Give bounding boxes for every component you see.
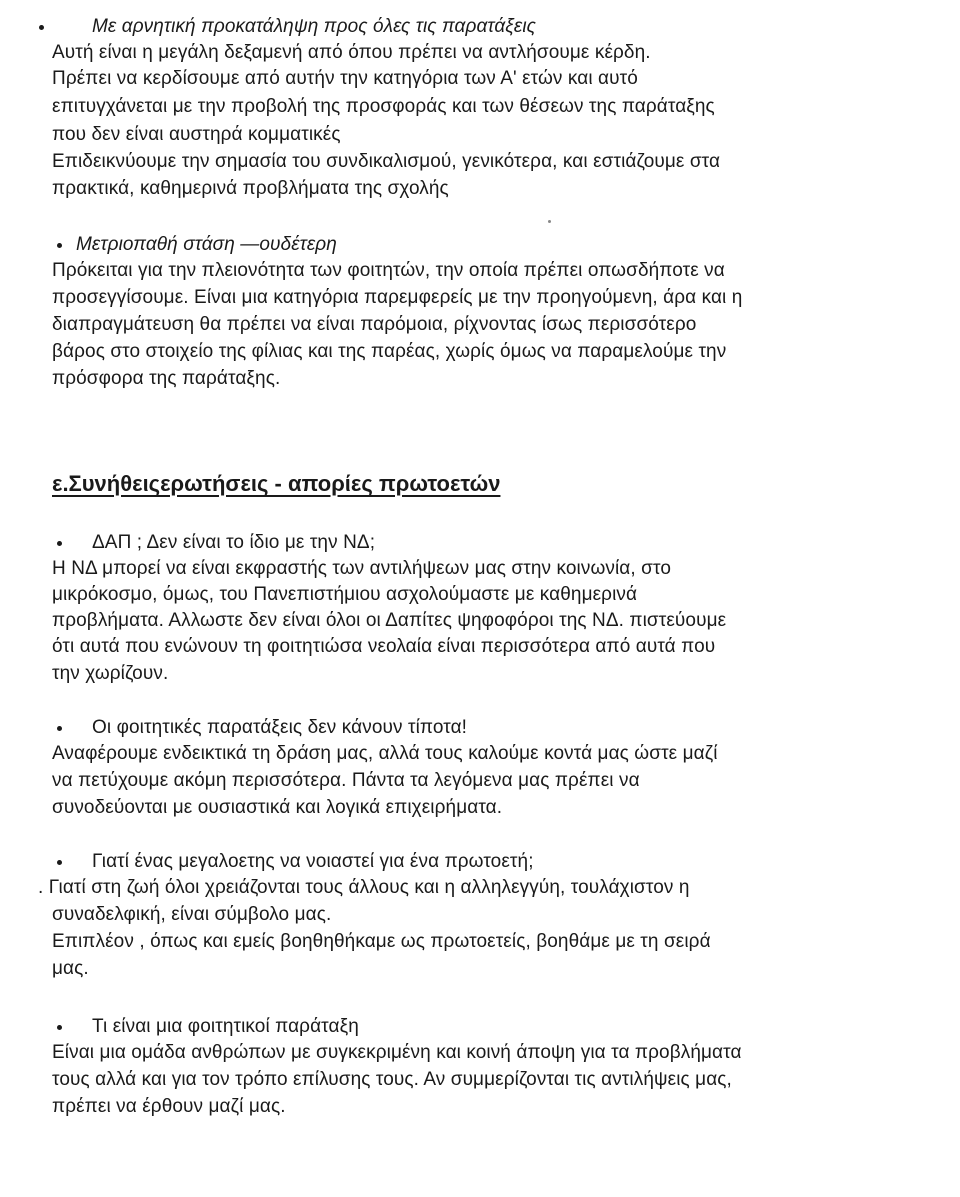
bullet-dot <box>57 726 62 731</box>
scan-speck <box>548 220 551 223</box>
paragraph-line: Αυτή είναι η μεγάλη δεξαμενή από όπου πρέπει να αντλήσουμε κέρδη. <box>52 42 651 63</box>
paragraph-line: να πετύχουμε ακόμη περισσότερα. Πάντα τα λεγόμενα μας πρέπει να <box>52 770 640 791</box>
paragraph-line: . Γιατί στη ζωή όλοι χρειάζονται τους άλλους και η αλληλεγγύη, τουλάχιστον η <box>38 877 690 898</box>
paragraph-line: Είναι μια ομάδα ανθρώπων με συγκεκριμένη και κοινή άποψη για τα προβλήματα <box>52 1042 742 1063</box>
paragraph-line: προσεγγίσουμε. Είναι μια κατηγόρια παρεμφερείς με την προηγούμενη, άρα και η <box>52 287 743 308</box>
paragraph-line: συναδελφική, είναι σύμβολο μας. <box>52 904 332 925</box>
paragraph-line: μας. <box>52 958 89 979</box>
paragraph-line: Πρόκειται για την πλειονότητα των φοιτητών, την οποία πρέπει οπωσδήποτε να <box>52 260 725 281</box>
paragraph-line: Επιδεικνύουμε την σημασία του συνδικαλισμού, γενικότερα, και εστιάζουμε στα <box>52 151 721 172</box>
paragraph-line: Πρέπει να κερδίσουμε από αυτήν την κατηγόρια των Α' ετών και αυτό <box>52 68 638 89</box>
paragraph-line: επιτυγχάνεται με την προβολή της προσφοράς και των θέσεων της παράταξης <box>52 96 715 117</box>
paragraph-line: ότι αυτά που ενώνουν τη φοιτητιώσα νεολαία είναι περισσότερα από αυτά που <box>52 636 716 657</box>
paragraph-line: Επιπλέον , όπως και εμείς βοηθηθήκαμε ως πρωτοετείς, βοηθάμε με τη σειρά <box>52 931 711 952</box>
bullet-dot <box>57 541 62 546</box>
bullet-dot <box>57 860 62 865</box>
paragraph-line: Η ΝΔ μπορεί να είναι εκφραστής των αντιλήψεων μας στην κοινωνία, στο <box>52 558 671 579</box>
paragraph-line: Αναφέρουμε ενδεικτικά τη δράση μας, αλλά τους καλούμε κοντά μας ώστε μαζί <box>52 743 718 764</box>
bullet-dot <box>39 25 44 30</box>
question-line: Οι φοιτητικές παρατάξεις δεν κάνουν τίποτα! <box>92 717 468 738</box>
question-line: ΔΑΠ ; Δεν είναι το ίδιο με την ΝΔ; <box>92 532 376 553</box>
paragraph-line: πρέπει να έρθουν μαζί μας. <box>52 1096 286 1117</box>
bullet-heading: Με αρνητική προκατάληψη προς όλες τις παρατάξεις <box>92 16 536 37</box>
question-line: Γιατί ένας μεγαλοετης να νοιαστεί για ένα πρωτοετή; <box>92 851 534 872</box>
paragraph-line: μικρόκοσμο, όμως, του Πανεπιστήμιου ασχολούμαστε με καθημερινά <box>52 584 638 605</box>
bullet-dot <box>57 243 62 248</box>
question-line: Τι είναι μια φοιτητικοί παράταξη <box>92 1016 359 1037</box>
paragraph-line: την χωρίζουν. <box>52 663 169 684</box>
paragraph-line: τους αλλά και για τον τρόπο επίλυσης τους. Αν συμμερίζονται τις αντιλήψεις μας, <box>52 1069 732 1090</box>
section-heading: ε.Συνήθειςερωτήσεις - απορίες πρωτοετών <box>52 471 501 496</box>
paragraph-line: προβλήματα. Αλλωστε δεν είναι όλοι οι Δαπίτες ψηφοφόροι της ΝΔ. πιστεύουμε <box>52 610 727 631</box>
paragraph-line: διαπραγμάτευση θα πρέπει να είναι παρόμοια, ρίχνοντας ίσως περισσότερο <box>52 314 697 335</box>
paragraph-line: πρόσφορα της παράταξης. <box>52 368 281 389</box>
bullet-heading: Μετριοπαθή στάση —ουδέτερη <box>76 234 337 255</box>
paragraph-line: πρακτικά, καθημερινά προβλήματα της σχολής <box>52 178 449 199</box>
paragraph-line: που δεν είναι αυστηρά κομματικές <box>52 124 341 145</box>
paragraph-line: βάρος στο στοιχείο της φίλιας και της παρέας, χωρίς όμως να παραμελούμε την <box>52 341 727 362</box>
bullet-dot <box>57 1025 62 1030</box>
paragraph-line: συνοδεύονται με ουσιαστικά και λογικά επιχειρήματα. <box>52 797 503 818</box>
